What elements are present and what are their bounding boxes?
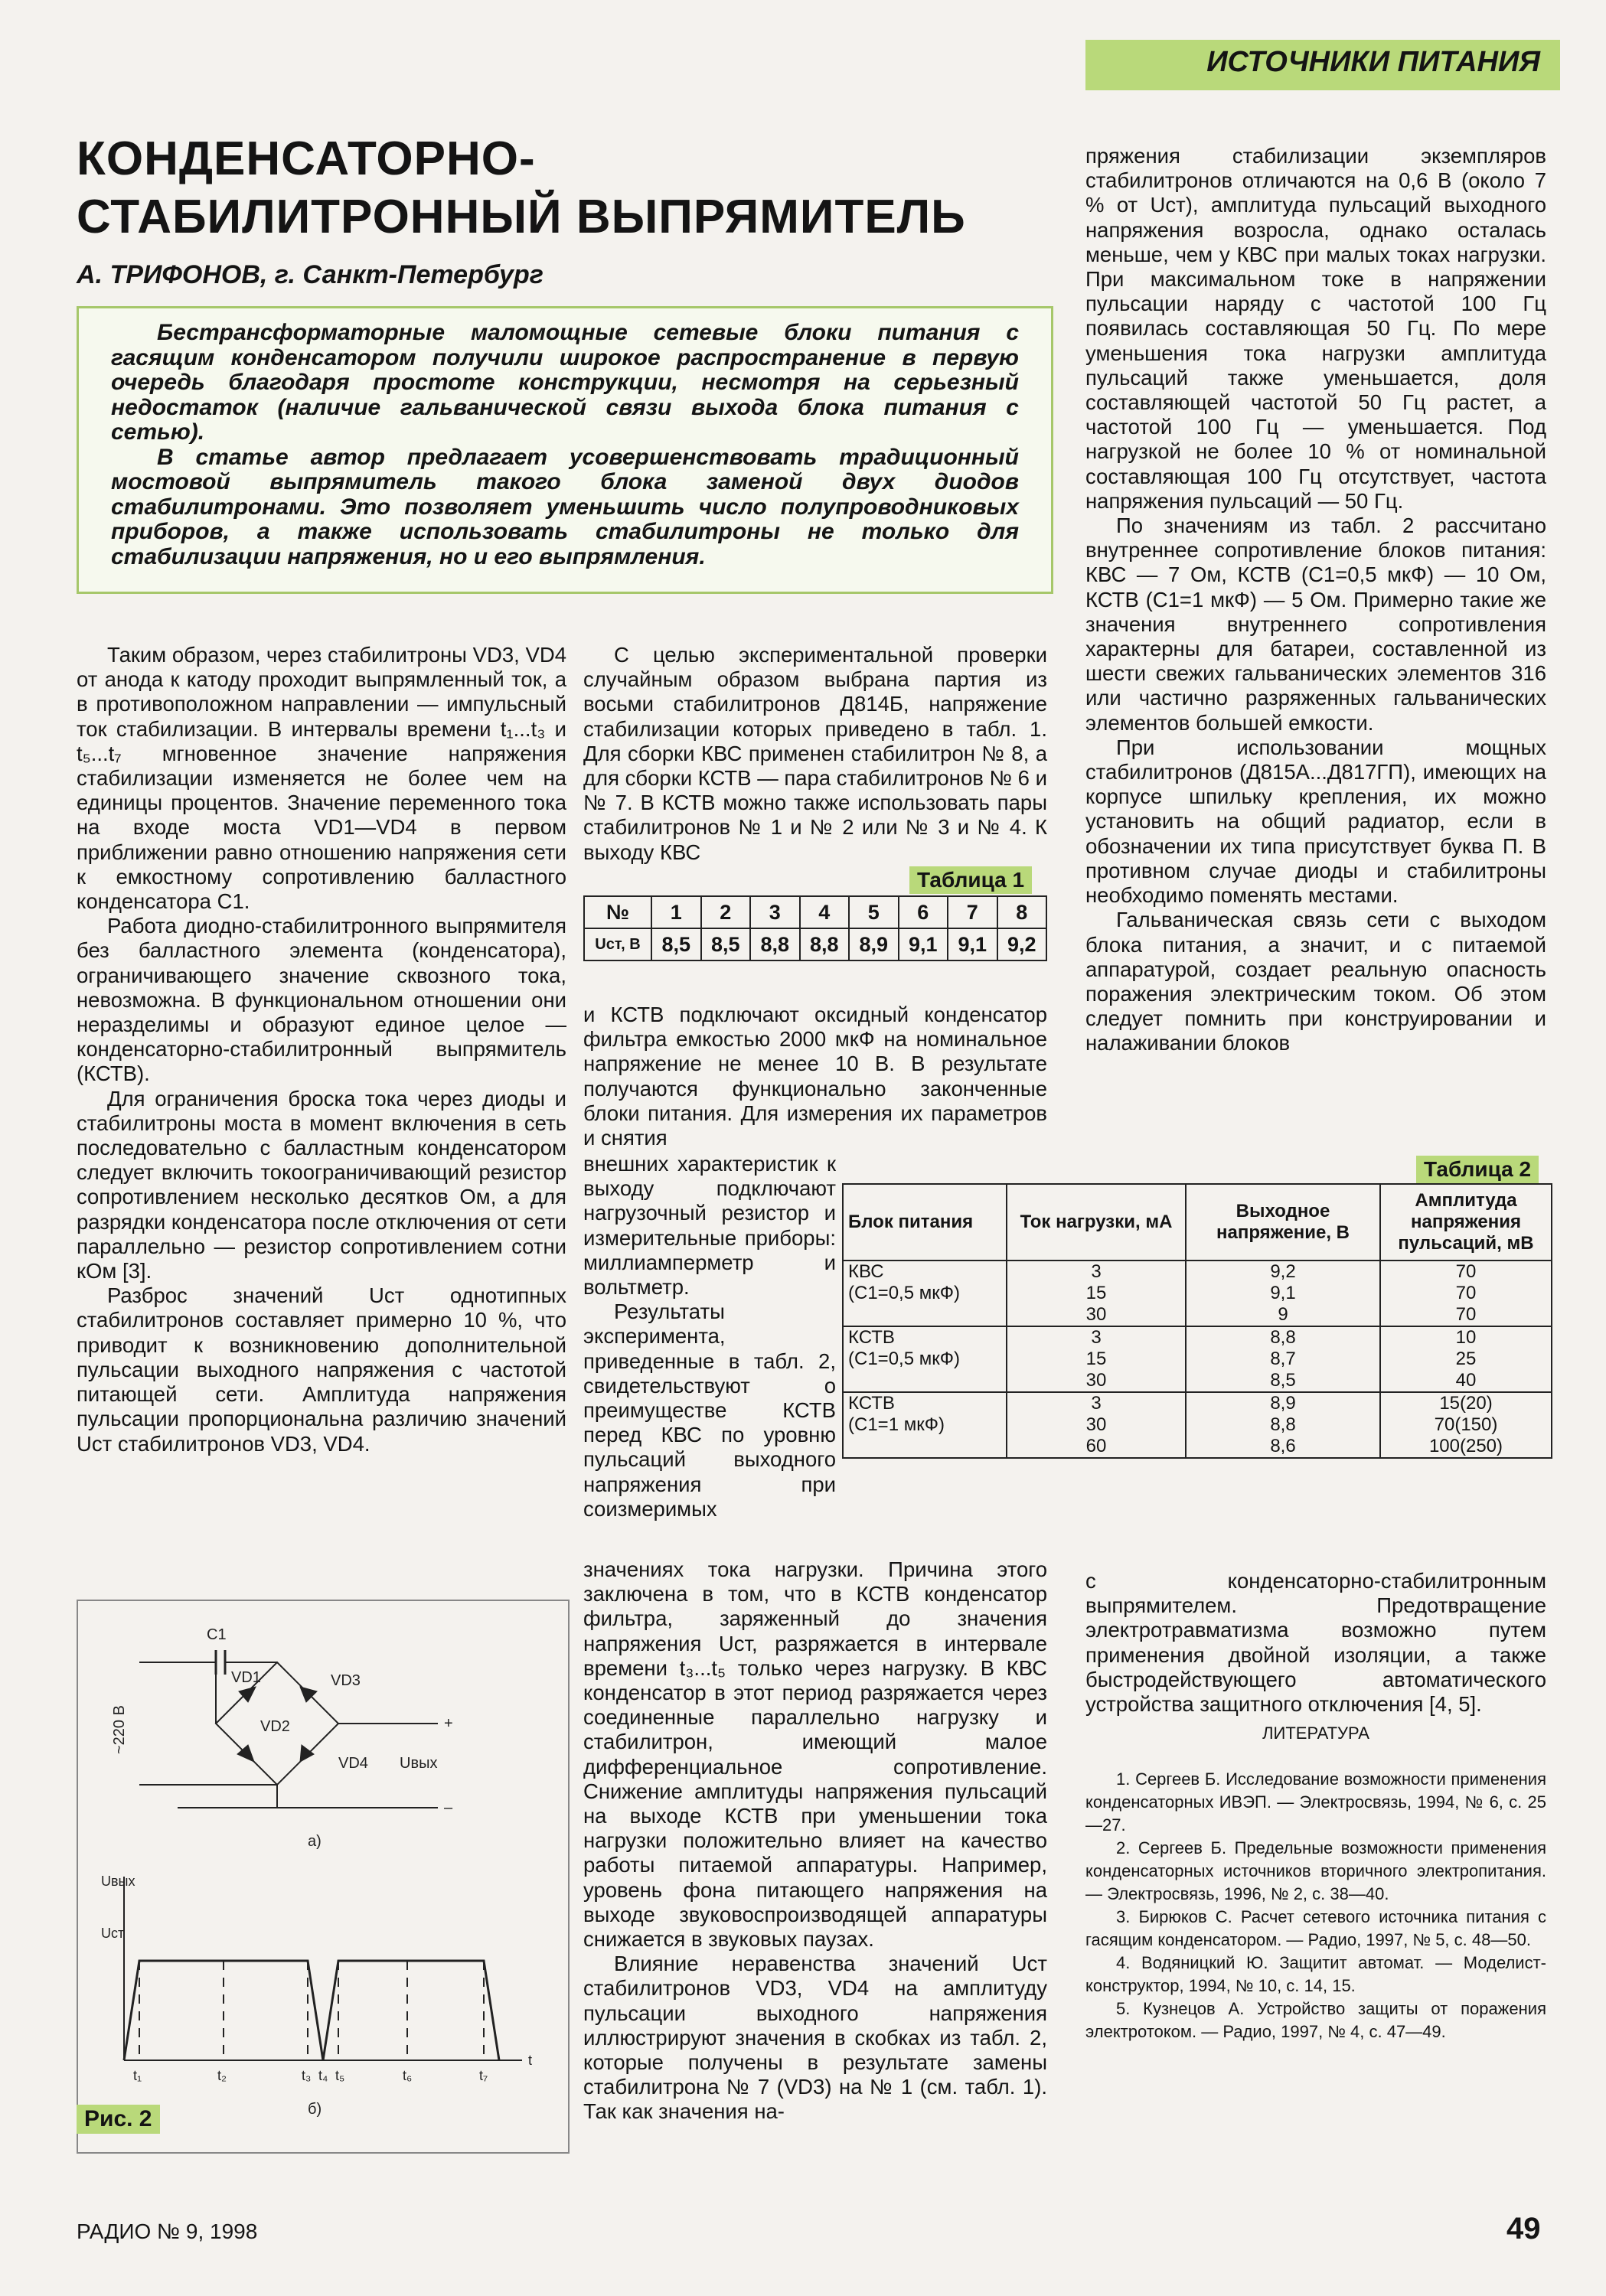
literature-item: 3. Бирюков С. Расчет сетевого источника питания с гасящим конденсатором. — Радио, 1997, № 5, с. 48—50. (1085, 1907, 1546, 1949)
title-line-2: СТАБИЛИТРОННЫЙ ВЫПРЯМИТЕЛЬ (77, 191, 966, 243)
t-label: t₁ (133, 2068, 142, 2083)
table-cell: 8,8 (750, 928, 800, 960)
table-cell: 8,9 (849, 928, 899, 960)
literature-item: 2. Сергеев Б. Предельные возможности применения конденсаторных источников вторичного электропитания. — Электросвязь, 1996, № 2, с. 38—40. (1085, 1838, 1546, 1903)
table-cell: 8,5 (701, 928, 751, 960)
table-cell: 7 (948, 896, 997, 928)
column-3-top (1085, 144, 1546, 1056)
column-2-bottom (583, 1557, 1047, 2125)
body-paragraph: Работа диодно-стабилитронного выпрямителя без балластного элемента (конденсатора), ограничивающего значение сквозного тока, невозможна. В функциональном отношении они неразделимы и образуют единое целое — конденсаторно-стабилитронный выпрямитель (КСТВ). (77, 914, 566, 1086)
table-cell: 8,7 (1186, 1349, 1380, 1370)
page-number: 49 (1506, 2212, 1541, 2245)
table-cell: 8,5 (651, 928, 701, 960)
section-rubric-text: ИСТОЧНИКИ ПИТАНИЯ (1206, 46, 1540, 78)
table-1-caption: Таблица 1 (909, 866, 1032, 894)
article-title (77, 130, 1072, 246)
column-1 (77, 643, 566, 1456)
column-2-middle (583, 1003, 1047, 1150)
table-cell: 3 (1007, 1261, 1186, 1283)
figure-part-b-label: б) (308, 2101, 322, 2118)
literature-item: 1. Сергеев Б. Исследование возможности применения конденсаторных ИВЭП. — Электросвязь, 1994, № 6, с. 25—27. (1085, 1769, 1546, 1835)
mains-label: ~220 В (111, 1705, 128, 1754)
body-paragraph: внешних характеристик к выходу подключают нагрузочный резистор и измерительные приборы: миллиамперметр и вольтметр. (583, 1152, 836, 1300)
table-cell: 15(20) (1380, 1392, 1552, 1414)
c1-label: C1 (207, 1626, 227, 1643)
table-cell (843, 1370, 1007, 1392)
table-row (843, 1261, 1552, 1283)
body-paragraph: При использовании мощных стабилитронов (Д815А...Д817ГП), имеющих на корпусе шпильку крепления, их можно установить на общий радиатор, если в обозначении их типа присутствует буква П. В противном случае диоды и стабилитроны необходимо поменять местами. (1085, 735, 1546, 908)
table-cell: 6 (899, 896, 948, 928)
table-cell: 8,8 (1186, 1326, 1380, 1349)
body-paragraph: По значениям из табл. 2 рассчитано внутреннее сопротивление блоков питания: КВС — 7 Ом, КСТВ (C1=0,5 мкФ) — 10 Ом, КСТВ (C1=1 мкФ) — 5 Ом. Примерно такие же значения внутреннего сопротивления характерны для батареи, составленной из шести свежих гальванических элементов 316 или частично разряженных гальванических элементов большей емкости. (1085, 514, 1546, 735)
figure-caption: Рис. 2 (77, 2105, 160, 2134)
table-cell: 9 (1186, 1304, 1380, 1326)
table-cell: 30 (1007, 1304, 1186, 1326)
table-cell: 70 (1380, 1283, 1552, 1304)
vd1-label: VD1 (231, 1669, 261, 1686)
column-3-bottom (1085, 1569, 1546, 1717)
table-cell: КВС (843, 1261, 1007, 1283)
table-cell: 1 (651, 896, 701, 928)
table-cell (843, 1436, 1007, 1458)
table-cell: (C1=0,5 мкФ) (843, 1283, 1007, 1304)
table-cell: 4 (800, 896, 850, 928)
table-cell: 2 (701, 896, 751, 928)
section-rubric (1085, 40, 1560, 90)
body-paragraph: Гальваническая связь сети с выходом блока питания, а значит, и с питаемой аппаратурой, создает реальную опасность поражения электрическим током. Об этом следует помнить при конструировании и налаживании блоков (1085, 908, 1546, 1055)
figure-2-drawing (78, 1601, 568, 2152)
plus-terminal: + (444, 1715, 453, 1732)
table-cell: КСТВ (843, 1326, 1007, 1349)
table-cell: (C1=1 мкФ) (843, 1414, 1007, 1436)
table-row (843, 1436, 1552, 1458)
lead-box (77, 306, 1053, 594)
time-marks (139, 1961, 484, 2060)
column-header: Выходное напряжение, В (1186, 1184, 1380, 1261)
body-paragraph: Таким образом, через стабилитроны VD3, VD4 от анода к катоду проходит выпрямленный ток, а в противоположном направлении — импульсный ток стабилизации. В интервалы времени t₁...t₃ и t₅...t₇ мгновенное значение напряжения стабилизации изменяется не более чем на единицы процентов. Значение переменного тока на входе моста VD1—VD4 в первом приближении равно отношению напряжения сети к емкостному сопротивлению балластного конденсатора C1. (77, 643, 566, 914)
table-2 (842, 1183, 1552, 1459)
table-cell: 3 (1007, 1392, 1186, 1414)
lead-paragraph: В статье автор предлагает усовершенствовать традиционный мостовой выпрямитель такого блока заменой двух диодов стабилитронами. Это позволяет уменьшить число полупроводниковых приборов, а также использовать стабилитроны не только для стабилизации напряжения, но и его выпрямления. (111, 444, 1019, 569)
table-cell: 70 (1380, 1261, 1552, 1283)
table-cell: 100(250) (1380, 1436, 1552, 1458)
table-cell: 15 (1007, 1283, 1186, 1304)
table-cell: 5 (849, 896, 899, 928)
table-cell (843, 1304, 1007, 1326)
diode-vd1-symbol (239, 1687, 256, 1702)
waveform-line (124, 1961, 499, 2060)
table-row (584, 896, 1046, 928)
body-paragraph: Разброс значений Uст однотипных стабилитронов составляет примерно 10 %, что приводит к возникновению дополнительной пульсации выходного напряжения с частотой питающей сети. Амплитуда напряжения пульсации пропорциональна различию значений Uст стабилитронов VD3, VD4. (77, 1283, 566, 1456)
table-row (843, 1392, 1552, 1414)
table-cell: 8,5 (1186, 1370, 1380, 1392)
y-axis-label: Uвых (101, 1874, 135, 1889)
column-header: Блок питания (843, 1184, 1007, 1261)
body-paragraph: Результаты эксперимента, приведенные в табл. 2, свидетельствуют о преимуществе КСТВ перед КВС по уровню пульсаций выходного напряжения при соизмеримых (583, 1300, 836, 1521)
table-cell: 8,8 (800, 928, 850, 960)
body-paragraph: значениях тока нагрузки. Причина этого заключена в том, что в КСТВ конденсатор фильтра, заряженный до значения напряжения Uст, разряжается в интервале времени t₃...t₅ только через нагрузку. В КВС конденсатор в этот период разряжается через соединенные параллельно нагрузку и стабилитрон, имеющий малое дифференциальное сопротивление. Снижение амплитуды напряжения пульсаций на выходе КСТВ при уменьшении тока нагрузки положительно влияет на качество работы питаемой аппаратуры. Например, уровень фона питающего напряжения на выходе звуковоспроизводящей аппаратуры снижается в звуковых паузах. (583, 1557, 1047, 1952)
table-cell: 10 (1380, 1326, 1552, 1349)
table-cell: 9,1 (1186, 1283, 1380, 1304)
figure-part-a-label: а) (308, 1833, 322, 1850)
table-cell: 15 (1007, 1349, 1186, 1370)
literature-item: 5. Кузнецов А. Устройство защиты от поражения электротоком. — Радио, 1997, № 4, с. 47—49. (1085, 1999, 1546, 2041)
diode-vd4-symbol (300, 1745, 314, 1762)
literature-item: 4. Водяницкий Ю. Защитит автомат. — Моделист-конструктор, 1994, № 10, с. 14, 15. (1085, 1953, 1546, 1995)
table-cell: 70(150) (1380, 1414, 1552, 1436)
vd2-label: VD2 (260, 1718, 290, 1735)
literature-heading: ЛИТЕРАТУРА (1262, 1724, 1369, 1743)
table-2-caption: Таблица 2 (1416, 1156, 1539, 1183)
table-row (843, 1370, 1552, 1392)
body-paragraph: С целью экспериментальной проверки случайным образом выбрана партия из восьми стабилитронов Д814Б, напряжение стабилизации которых приведено в табл. 1. Для сборки КВС применен стабилитрон № 8, а для сборки КСТВ — пара стабилитронов № 6 и № 7. В КСТВ можно также использовать пары стабилитронов № 1 и № 2 или № 3 и № 4. К выходу КВС (583, 643, 1047, 864)
t-label: t₇ (479, 2068, 488, 2083)
t-label: t₃ (302, 2068, 312, 2083)
table-cell: 70 (1380, 1304, 1552, 1326)
table-cell: КСТВ (843, 1392, 1007, 1414)
table-cell: 9,2 (1186, 1261, 1380, 1283)
table-cell: 9,2 (997, 928, 1047, 960)
table-1 (583, 895, 1047, 961)
table-row (843, 1414, 1552, 1436)
table-row (843, 1326, 1552, 1349)
table-row (584, 928, 1046, 960)
table-cell: 25 (1380, 1349, 1552, 1370)
x-axis-label: t (528, 2053, 533, 2068)
body-paragraph: и КСТВ подключают оксидный конденсатор фильтра емкостью 2000 мкФ на номинальное напряжение не менее 10 В. В результате получаются функционально законченные блоки питания. Для измерения их параметров и снятия (583, 1003, 1047, 1150)
column-header: Амплитуда напряжения пульсаций, мВ (1380, 1184, 1552, 1261)
table-cell: 3 (750, 896, 800, 928)
column-2-narrow (583, 1152, 836, 1521)
table-cell: 3 (1007, 1326, 1186, 1349)
body-paragraph: Влияние неравенства значений Uст стабилитронов VD3, VD4 на амплитуду пульсации выходного напряжения иллюстрируют значения в скобках из табл. 2, которые получены в результате замены стабилитрона № 7 (VD3) на № 1 (см. табл. 1). Так как значения на- (583, 1952, 1047, 2124)
table-cell: 8,9 (1186, 1392, 1380, 1414)
vd4-label: VD4 (338, 1755, 368, 1772)
table-cell: 9,1 (948, 928, 997, 960)
body-paragraph: Для ограничения броска тока через диоды и стабилитроны моста в момент включения в сеть последовательно с балластным конденсатором следует включить токоограничивающий резистор сопротивлением несколько десятков Ом, а для разрядки конденсатора после отключения от сети параллельно — резистор сопротивлением сотни кОм [3]. (77, 1086, 566, 1283)
table-cell: Uст, В (584, 928, 651, 960)
body-paragraph: пряжения стабилизации экземпляров стабилитронов отличаются на 0,6 В (около 7 % от Uст), амплитуда пульсаций выходного напряжения возросла, однако осталась меньше, чем у КВС при малых токах нагрузки. При максимальном токе в напряжении пульсации наряду с частотой 100 Гц появилась составляющая 50 Гц. По мере уменьшения тока нагрузки амплитуда пульсаций также уменьшается, доля составляющей частотой 50 Гц растет, а частотой 100 Гц — уменьшается. Под нагрузкой не более 10 % от номинальной составляющая 100 Гц отсутствует, частота напряжения пульсаций — 50 Гц. (1085, 144, 1546, 513)
t-label: t₆ (403, 2068, 413, 2083)
table-row (843, 1283, 1552, 1304)
table-cell: № (584, 896, 651, 928)
minus-terminal: – (444, 1799, 453, 1816)
journal-footer: РАДИО № 9, 1998 (77, 2219, 258, 2243)
column-2-top (583, 643, 1047, 865)
title-line-1: КОНДЕНСАТОРНО- (77, 132, 536, 185)
uout-label: Uвых (400, 1755, 438, 1772)
table-cell: 30 (1007, 1414, 1186, 1436)
table-cell: 40 (1380, 1370, 1552, 1392)
table-cell: 8,8 (1186, 1414, 1380, 1436)
table-header-row (843, 1184, 1552, 1261)
table-cell: 9,1 (899, 928, 948, 960)
t-label: t₅ (335, 2068, 345, 2083)
lead-paragraph: Бестрансформаторные маломощные сетевые блоки питания с гасящим конденсатором получили широкое распространение в первую очередь благодаря простоте конструкции, несмотря на серьезный недостаток (наличие гальванической связи выхода блока питания с сетью). (111, 320, 1019, 445)
table-cell: 30 (1007, 1370, 1186, 1392)
t-label: t₂ (217, 2068, 227, 2083)
literature-section (1085, 1722, 1546, 2043)
vd3-label: VD3 (331, 1672, 361, 1689)
t-label: t₄ (318, 2068, 328, 2083)
author-line: А. ТРИФОНОВ, г. Санкт-Петербург (77, 260, 543, 289)
body-paragraph: с конденсаторно-стабилитронным выпрямителем. Предотвращение электротравматизма возможно путем применения двойной изоляции, а также быстродействующего автоматического устройства защитного отключения [4, 5]. (1085, 1569, 1546, 1717)
table-cell: (C1=0,5 мкФ) (843, 1349, 1007, 1370)
column-header: Ток нагрузки, мА (1007, 1184, 1186, 1261)
table-row (843, 1349, 1552, 1370)
table-cell: 8 (997, 896, 1047, 928)
table-cell: 60 (1007, 1436, 1186, 1458)
table-cell: 8,6 (1186, 1436, 1380, 1458)
level-label: Uст (101, 1926, 125, 1941)
figure-2 (77, 1600, 570, 2154)
table-row (843, 1304, 1552, 1326)
